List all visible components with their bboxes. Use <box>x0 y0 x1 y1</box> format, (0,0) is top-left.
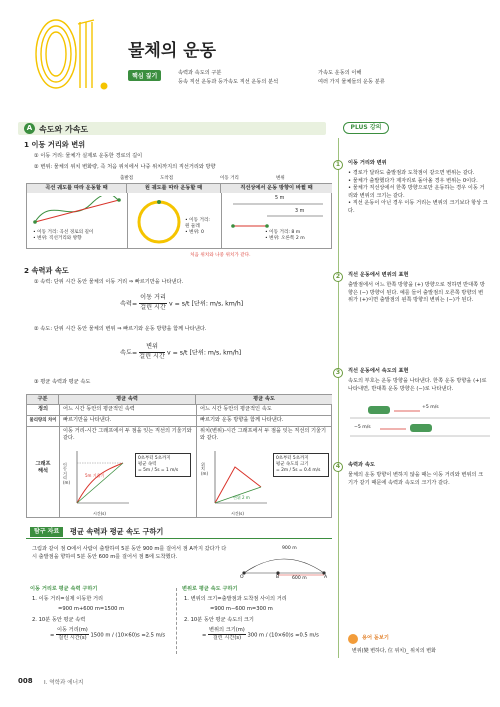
right-2-res: =0.5 m/s <box>295 632 319 639</box>
tamgu-right-box <box>182 586 332 656</box>
g2-xlabel: 시간(s) <box>231 511 244 516</box>
side-num-4: 4 <box>333 462 343 472</box>
side-s4-title: 속력과 속도 <box>348 462 375 468</box>
side-s1-line-2: • 물체가 출발했다가 제자리로 돌아올 경우 변위는 0이다. <box>348 177 478 184</box>
row-diff-label: 물리량의 차이 <box>29 418 57 423</box>
core-item-4: 여러 가지 물체들의 운동 분류 <box>318 79 385 85</box>
sub1-item2 <box>34 164 216 171</box>
col-head-1: 곡선 궤도를 따라 운동할 때 <box>27 184 127 193</box>
col3-caption-2: • 변위: 오른쪽 2 m <box>265 236 305 242</box>
tamgu-title: 평균 속력과 평균 속도 구하기 <box>70 527 164 536</box>
tamgu-fig-bot: 600 m <box>292 576 307 581</box>
col2-caption-3: • 변위: 0 <box>185 229 204 235</box>
vel-num: 변위 <box>139 343 165 353</box>
core-item-2: 가속도 운동의 이해 <box>318 70 362 76</box>
side-s1-line-3: • 물체가 직선상에서 한쪽 방향으로만 운동하는 경우 이동 거리와 변위의 크기는 같다. <box>348 185 485 199</box>
same-point-note: 처음 위치와 나중 위치가 같다. <box>190 253 251 258</box>
tamgu-right-1b: =900 m−600 m=300 m <box>210 606 273 612</box>
sidebar-divider <box>338 138 339 658</box>
chapter-title: 물체의 운동 <box>128 41 217 61</box>
core-item-3: 등속 직선 운동과 등가속도 직선 운동의 분석 <box>178 79 279 85</box>
tamgu-left-1b: =900 m+600 m=1500 m <box>58 606 125 612</box>
side-s1-line-1: • 경로가 달라도 출발점과 도착점이 같으면 변위는 같다. <box>348 170 475 176</box>
side-s1-body <box>348 170 488 215</box>
right-2-mid: 300 m / (10×60)s <box>247 632 294 639</box>
col3-caption-1: • 이동 거리: 8 m <box>265 230 301 235</box>
chapter-number-graphic <box>18 14 118 94</box>
tamgu-right-2-formula: = $\frac{\text{변위의 크기(m)}}{\text{걸린 시간(s)}}$ 300 m / (10×60)s =0.5 m/s <box>202 627 319 642</box>
row-diff-velocity: 빠르기와 운동 방향을 함께 나타낸다. <box>200 417 284 423</box>
g1-ylabel: 이동 거리(m) <box>63 462 71 485</box>
g2-ylabel: 위치(m) <box>201 462 209 476</box>
tamgu-badge-label: 탐구 자료 <box>34 528 60 535</box>
g2-box-3: = 2m / 5s = 0.4 m/s <box>276 467 321 473</box>
core-label: 핵심 짚기 <box>128 70 161 81</box>
sub1-title: 1 이동 거리와 변위 <box>24 140 86 149</box>
g1-box <box>135 453 191 477</box>
plus-lecture-tab <box>343 122 389 134</box>
left-2-lhs: = <box>50 632 55 639</box>
row-graph-label <box>27 461 59 476</box>
vocab-text: 변위(變 변하다, 位 위치)_ 위치의 변화 <box>352 648 436 654</box>
row-graph-speed-text: 이동 거리-시간 그래프에서 두 점을 잇는 직선의 기울기와 같다. <box>63 428 192 442</box>
col3-len-top: 5 m <box>275 196 285 201</box>
th-category: 구분 <box>27 395 59 404</box>
core-item-1: 속력과 속도의 구분 <box>178 70 222 76</box>
section-a-badge-letter: A <box>26 124 33 132</box>
tamgu-left-box <box>30 586 170 656</box>
side-s2-title: 직선 운동에서 변위의 표현 <box>348 272 409 278</box>
side-num-1: 1 <box>333 160 343 170</box>
side-car1-label: +5 m/s <box>422 405 439 410</box>
distance-time-graph <box>67 447 131 511</box>
section-a-title: 속도와 가속도 <box>39 125 89 134</box>
tamgu-left-2: 2. 10분 동안 평균 속력 <box>32 617 86 623</box>
vel-den: 걸린 시간 <box>139 352 165 360</box>
g1-curve-label: 5m 기울기 <box>85 473 105 478</box>
row-def-velocity: 어느 시간 동안의 평균적인 속도 <box>200 406 272 412</box>
tamgu-right-2: 2. 10분 동안 평균 속도의 크기 <box>184 617 254 623</box>
tamgu-point-a: A <box>324 575 328 580</box>
side-s2-text: 출발점에서 어느 한쪽 방향을 (+) 방향으로 정하면 반대쪽 방향은 (−) 방향이 된다. 예를 들어 출발점의 오른쪽 방향의 변위가 (+)이면 출발점의 왼쪽 방향의 변위는 (−)가 된다. <box>348 282 485 304</box>
row-graph-label-1: 그래프 <box>35 461 51 467</box>
page-number: 008 <box>18 677 33 685</box>
col1-caption <box>33 230 93 242</box>
tamgu-left-1: 1. 이동 거리=실제 이동한 거리 <box>32 596 104 602</box>
g1-xlabel: 시간(s) <box>93 511 106 516</box>
g1-box-2: 평균 속력 <box>138 461 157 467</box>
tamgu-left-2-formula <box>50 627 165 643</box>
avg-title: ③ 평균 속력과 평균 속도 <box>34 379 91 385</box>
tamgu-right-head: 변위로 평균 속도 구하기 <box>182 586 238 592</box>
side-car2-label: −5 m/s <box>354 425 371 430</box>
item2-text: 변위: 물체의 위치 변화량, 즉 처음 위치에서 나중 위치까지의 직선거리와 방향 <box>40 164 216 170</box>
speed-den: 걸린 시간 <box>140 303 166 311</box>
linear-path-figure <box>227 196 329 230</box>
vocab-box <box>348 634 488 660</box>
left-2-num: 이동 거리(m) <box>56 627 89 635</box>
g2-curve-label: 변위 2 m <box>233 495 250 500</box>
section-a-badge <box>24 123 35 134</box>
vocab-title: 용어 돋보기 <box>362 635 389 641</box>
left-2-den: 걸린 시간(s) <box>58 635 87 642</box>
tamgu-fig-top: 900 m <box>282 546 297 551</box>
speed-formula <box>120 294 243 313</box>
tamgu-badge <box>30 527 63 537</box>
side-s3-text: 속도의 부호는 운동 방향을 나타낸다. 한쪽 운동 방향을 (+)로 나타내면, 반대쪽 운동 방향은 (−)로 나타낸다. <box>348 378 487 392</box>
vel-rhs: v = s/t [단위: m/s, km/h] <box>166 349 242 357</box>
legend-end: 도착점 <box>160 176 174 181</box>
speed-num: 이동 거리 <box>139 294 167 304</box>
footer-chapter: I. 역학과 에너지 <box>44 680 84 686</box>
side-num-2: 2 <box>333 272 343 282</box>
item1-text: 이동 거리: 물체가 실제로 운동한 경로의 길이 <box>40 153 143 159</box>
legend-distance: 이동 거리 <box>220 176 239 181</box>
side-car-figure <box>350 404 490 444</box>
col2-caption-2: 원 둘레 <box>185 223 200 229</box>
legend-start: 출발점 <box>120 176 134 181</box>
g1-box-3: = 5m / 5s = 1 m/s <box>138 467 179 473</box>
th-avg-velocity: 평균 속도 <box>196 395 332 404</box>
circle-path-figure <box>135 198 187 246</box>
speed-rhs: v = s/t [단위: m/s, km/h] <box>168 300 244 308</box>
tamgu-point-b: B <box>276 575 280 580</box>
col2-caption-1: • 이동 거리: <box>185 218 210 223</box>
sub1-item1 <box>34 153 142 160</box>
col1-caption-1: • 이동 거리: 곡선 경로의 길이 <box>33 230 94 235</box>
tamgu-underline <box>26 538 332 539</box>
col-head-3: 직선상에서 운동 방향이 바뀔 때 <box>221 184 332 193</box>
tamgu-divider <box>176 588 177 654</box>
col3-caption <box>265 230 305 242</box>
left-2-mid: 1500 m / (10×60)s <box>90 632 140 639</box>
g2-box-1: 0초부터 5초까지 <box>276 456 309 461</box>
tamgu-right-1: 1. 변위의 크기=출발점과 도착점 사이의 거리 <box>184 596 287 602</box>
th-avg-speed: 평균 속력 <box>59 395 196 404</box>
row-diff-speed: 빠르기만을 나타낸다. <box>63 417 112 423</box>
col2-caption <box>185 218 210 236</box>
row-graph-velocity-text: 위치(변위)-시간 그래프에서 두 점을 잇는 직선의 기울기와 같다. <box>200 428 327 442</box>
sub2-title: 2 속력과 속도 <box>24 266 69 275</box>
g1-box-1: 0초부터 5초까지 <box>138 456 171 461</box>
magnifier-icon <box>348 634 358 644</box>
item1-num: ① <box>34 153 39 159</box>
row-def-label: 정의 <box>37 406 49 412</box>
g2-box <box>273 453 329 477</box>
col1-caption-2: • 변위: 직선거리와 방향 <box>33 236 82 242</box>
item2-num: ② <box>34 164 39 170</box>
tamgu-left-head: 이동 거리로 평균 속력 구하기 <box>30 586 98 592</box>
right-2-den: 걸린 시간(s) <box>212 635 242 642</box>
right-2-num: 변위의 크기(m) <box>208 627 246 635</box>
legend-displacement: 변위 <box>276 176 285 181</box>
curved-path-figure <box>31 196 123 226</box>
row-def-speed: 어느 시간 동안의 평균적인 속력 <box>63 406 135 412</box>
position-time-graph <box>205 447 269 511</box>
velocity-formula <box>120 343 241 362</box>
g2-box-2: 평균 속도의 크기 <box>276 461 309 467</box>
side-s3-title: 직선 운동에서 속도의 표현 <box>348 368 409 374</box>
speed-definition: ① 속력: 단위 시간 동안 물체의 이동 거리 ⇒ 빠르기만을 나타낸다. <box>34 279 184 285</box>
side-s4-text: 물체의 운동 방향이 변하지 않을 때는 이동 거리와 변위의 크기가 같기 때문에 속력과 속도의 크기가 같다. <box>348 472 484 486</box>
side-num-3: 3 <box>333 368 343 378</box>
col3-len-bot: 3 m <box>295 209 305 214</box>
speed-lhs: 속력= <box>120 300 138 308</box>
tamgu-desc: 그림과 같이 점 O에서 사람이 출발하여 5분 동안 900 m를 걸어서 점 A까지 갔다가 다시 출발점을 향하여 5분 동안 600 m를 걸어서 점 B에 도착했다. <box>32 546 227 561</box>
vel-lhs: 속도= <box>120 349 138 357</box>
left-2-res: =2.5 m/s <box>141 632 166 639</box>
col-head-2: 원 궤도를 따라 운동할 때 <box>127 184 221 193</box>
side-s1-line-4: • 직선 운동이 아닌 경우 이동 거리는 변위의 크기보다 항상 크다. <box>348 200 488 214</box>
motion-figure-table <box>26 183 332 249</box>
row-graph-label-2: 해석 <box>37 468 49 475</box>
plus-lecture-label: PLUS 강의 <box>350 124 382 131</box>
side-s1-title: 이동 거리와 변위 <box>348 160 387 166</box>
tamgu-point-o: O <box>240 575 244 580</box>
velocity-definition: ② 속도: 단위 시간 동안 물체의 변위 ⇒ 빠르기와 운동 방향을 함께 나타낸다. <box>34 326 207 332</box>
avg-table <box>26 394 332 518</box>
